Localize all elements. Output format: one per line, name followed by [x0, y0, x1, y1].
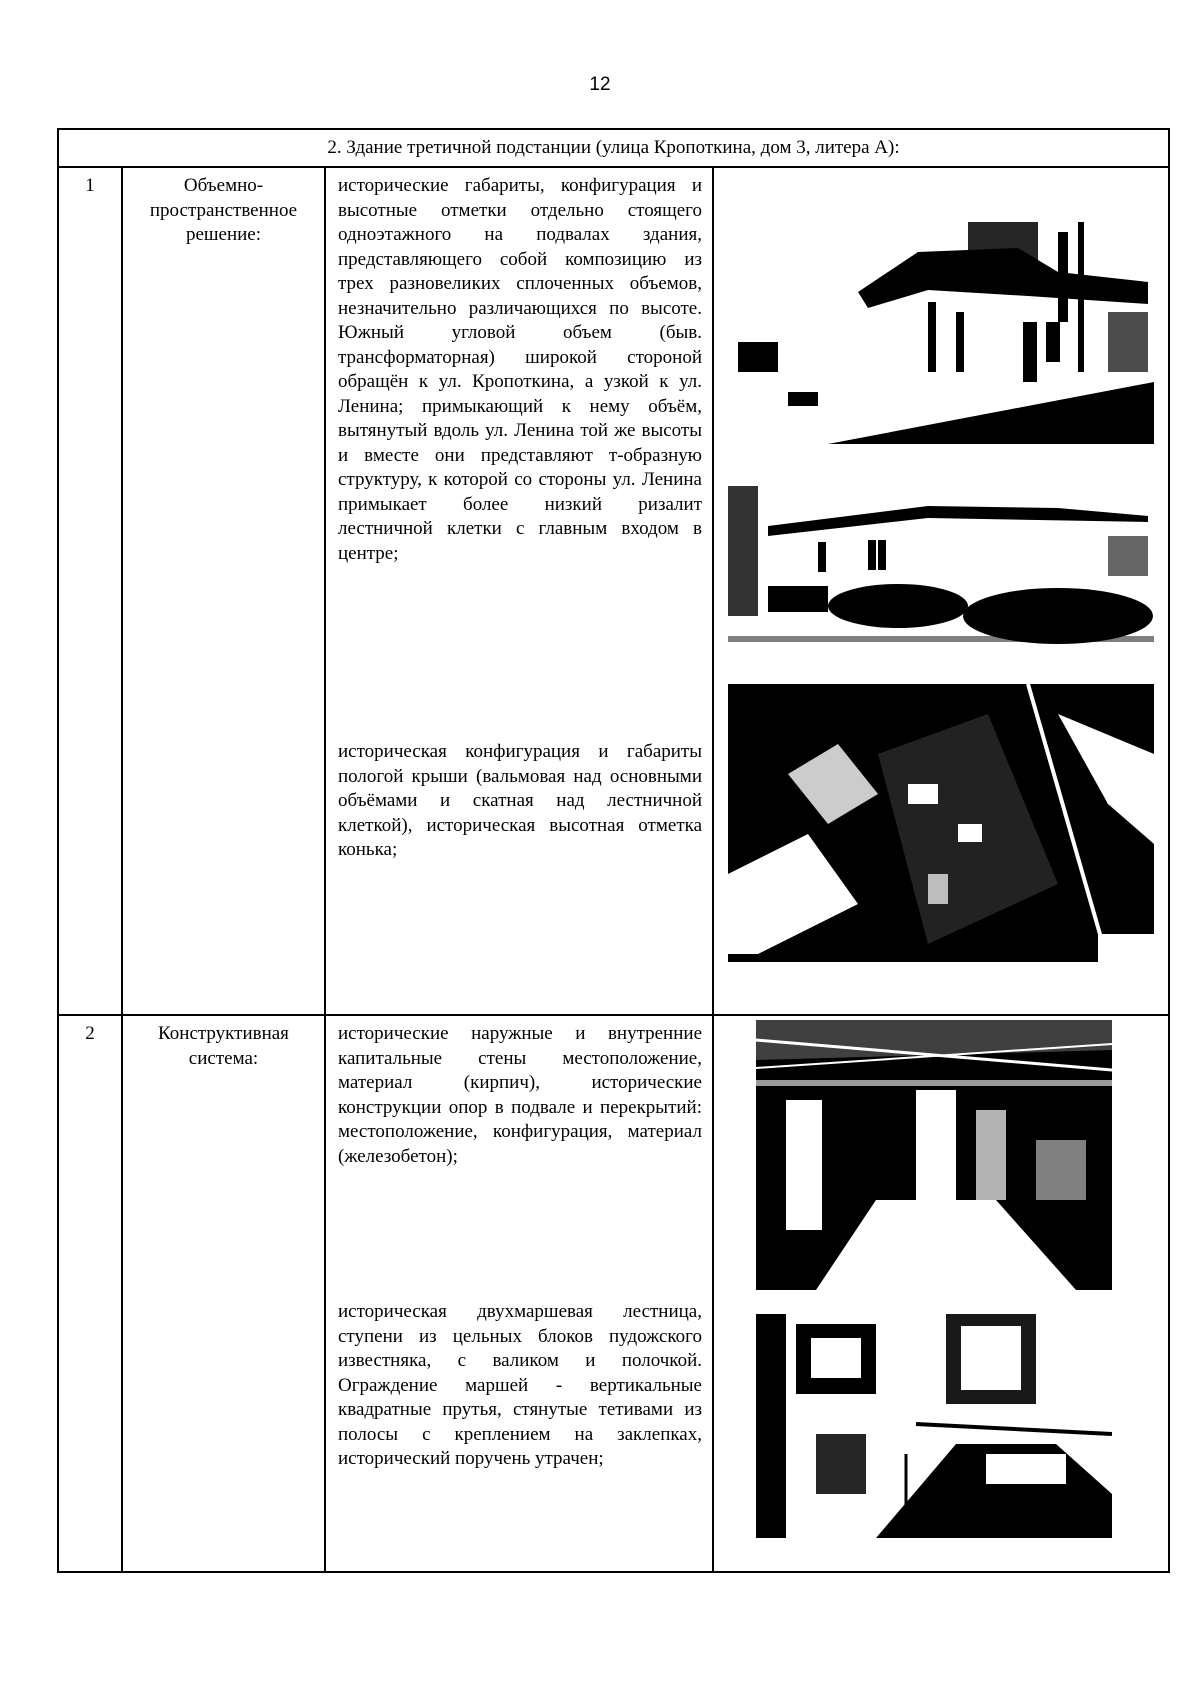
description-block: историческая двухмаршевая лестница, ступени из цельных блоков пудожского известняка, с валиком и полочкой. Ограждение маршей - вертикальные квадратные прутья, стянутые тетивами из полосы с креплением на заклепках, исторический поручень утрачен; — [338, 1301, 702, 1469]
feature-name: Объемно-пространственное решение: — [122, 167, 325, 1015]
page-number: 12 — [589, 74, 611, 95]
description-block: историческая конфигурация и габариты пологой крыши (вальмовая над основными объёмами и скатная над лестничной клеткой), историческая высотная отметка конька; — [338, 741, 702, 860]
row-number: 2 — [58, 1015, 122, 1572]
building-exterior-photo — [728, 212, 1154, 444]
street-view-photo — [728, 456, 1154, 656]
feature-description — [325, 167, 713, 1015]
staircase-photo — [756, 1314, 1112, 1538]
table-row — [58, 1015, 1169, 1572]
photo-cell — [713, 1015, 1169, 1572]
section-header-row — [58, 129, 1169, 167]
photo-cell — [713, 167, 1169, 1015]
protected-features-table — [57, 128, 1170, 1573]
feature-description — [325, 1015, 713, 1572]
aerial-photo — [728, 684, 1154, 962]
table-row — [58, 167, 1169, 1015]
feature-name: Конструктивная система: — [122, 1015, 325, 1572]
row-number: 1 — [58, 167, 122, 1015]
description-block: исторические габариты, конфигурация и высотные отметки отдельно стоящего одноэтажного на подвалах здания, представляющего собой композицию из трех разновеликих сплоченных объемов, незначительно различающихся по высоте. Южный угловой объем (быв. трансформаторная) широкой стороной обращён к ул. Кропоткина, а узкой к ул. Ленина; примыкающий к нему объём, вытянутый вдоль ул. Ленина той же высоты и вместе они представляют т-образную структуру, к которой со стороны ул. Ленина примыкает более низкий ризалит лестничной клетки с главным входом в центре; — [338, 175, 702, 564]
description-block: исторические наружные и внутренние капитальные стены местоположение, материал (кирпич), исторические конструкции опор в подвале и перекрытий: местоположение, конфигурация, материал (железобетон); — [338, 1023, 702, 1167]
basement-interior-photo — [756, 1020, 1112, 1290]
section-title: 2. Здание третичной подстанции (улица Кропоткина, дом 3, литера А): — [58, 129, 1169, 167]
